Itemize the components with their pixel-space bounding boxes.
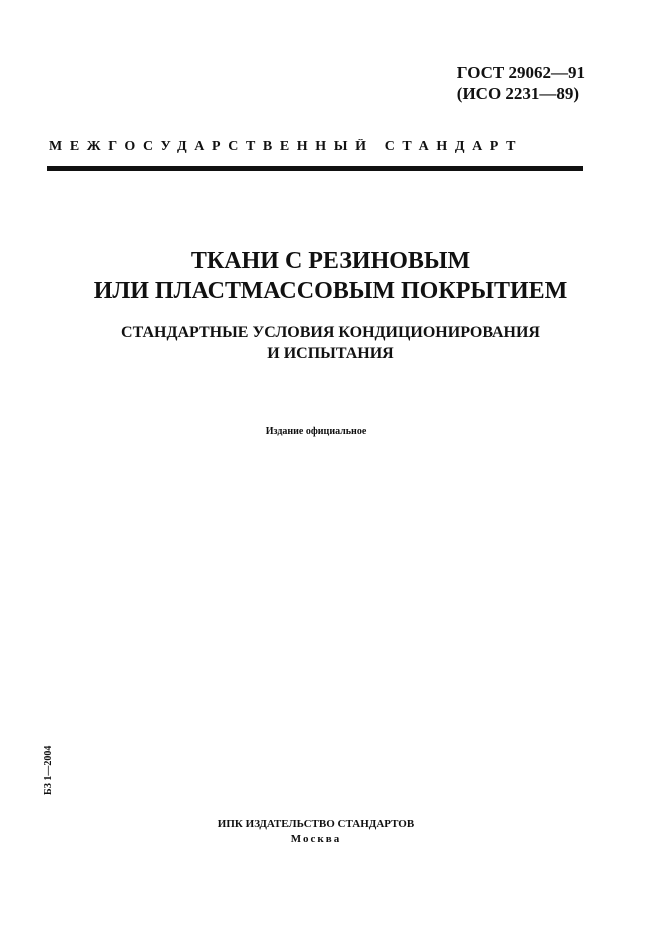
title-line-2: ИЛИ ПЛАСТМАССОВЫМ ПОКРЫТИЕМ bbox=[93, 278, 568, 304]
edition-note: Издание официальное bbox=[265, 426, 367, 437]
header-divider bbox=[47, 166, 583, 171]
subtitle-line-2: И ИСПЫТАНИЯ bbox=[267, 345, 394, 362]
publisher-city: Москва bbox=[290, 833, 342, 845]
publisher-block bbox=[0, 817, 632, 847]
side-code: БЗ 1—2004 bbox=[43, 745, 54, 795]
interstate-standard-label: МЕЖГОСУДАРСТВЕННЫЙ СТАНДАРТ bbox=[49, 139, 524, 154]
subtitle-line-1: СТАНДАРТНЫЕ УСЛОВИЯ КОНДИЦИОНИРОВАНИЯ bbox=[121, 324, 540, 341]
document-identifier bbox=[457, 62, 585, 104]
gost-code: ГОСТ 29062—91 bbox=[456, 63, 585, 82]
publisher-name: ИПК ИЗДАТЕЛЬСТВО СТАНДАРТОВ bbox=[217, 818, 415, 830]
title-line-1: ТКАНИ С РЕЗИНОВЫМ bbox=[190, 248, 471, 274]
iso-code: (ИСО 2231—89) bbox=[456, 84, 580, 103]
document-subtitle bbox=[0, 322, 661, 364]
document-title bbox=[0, 246, 661, 306]
